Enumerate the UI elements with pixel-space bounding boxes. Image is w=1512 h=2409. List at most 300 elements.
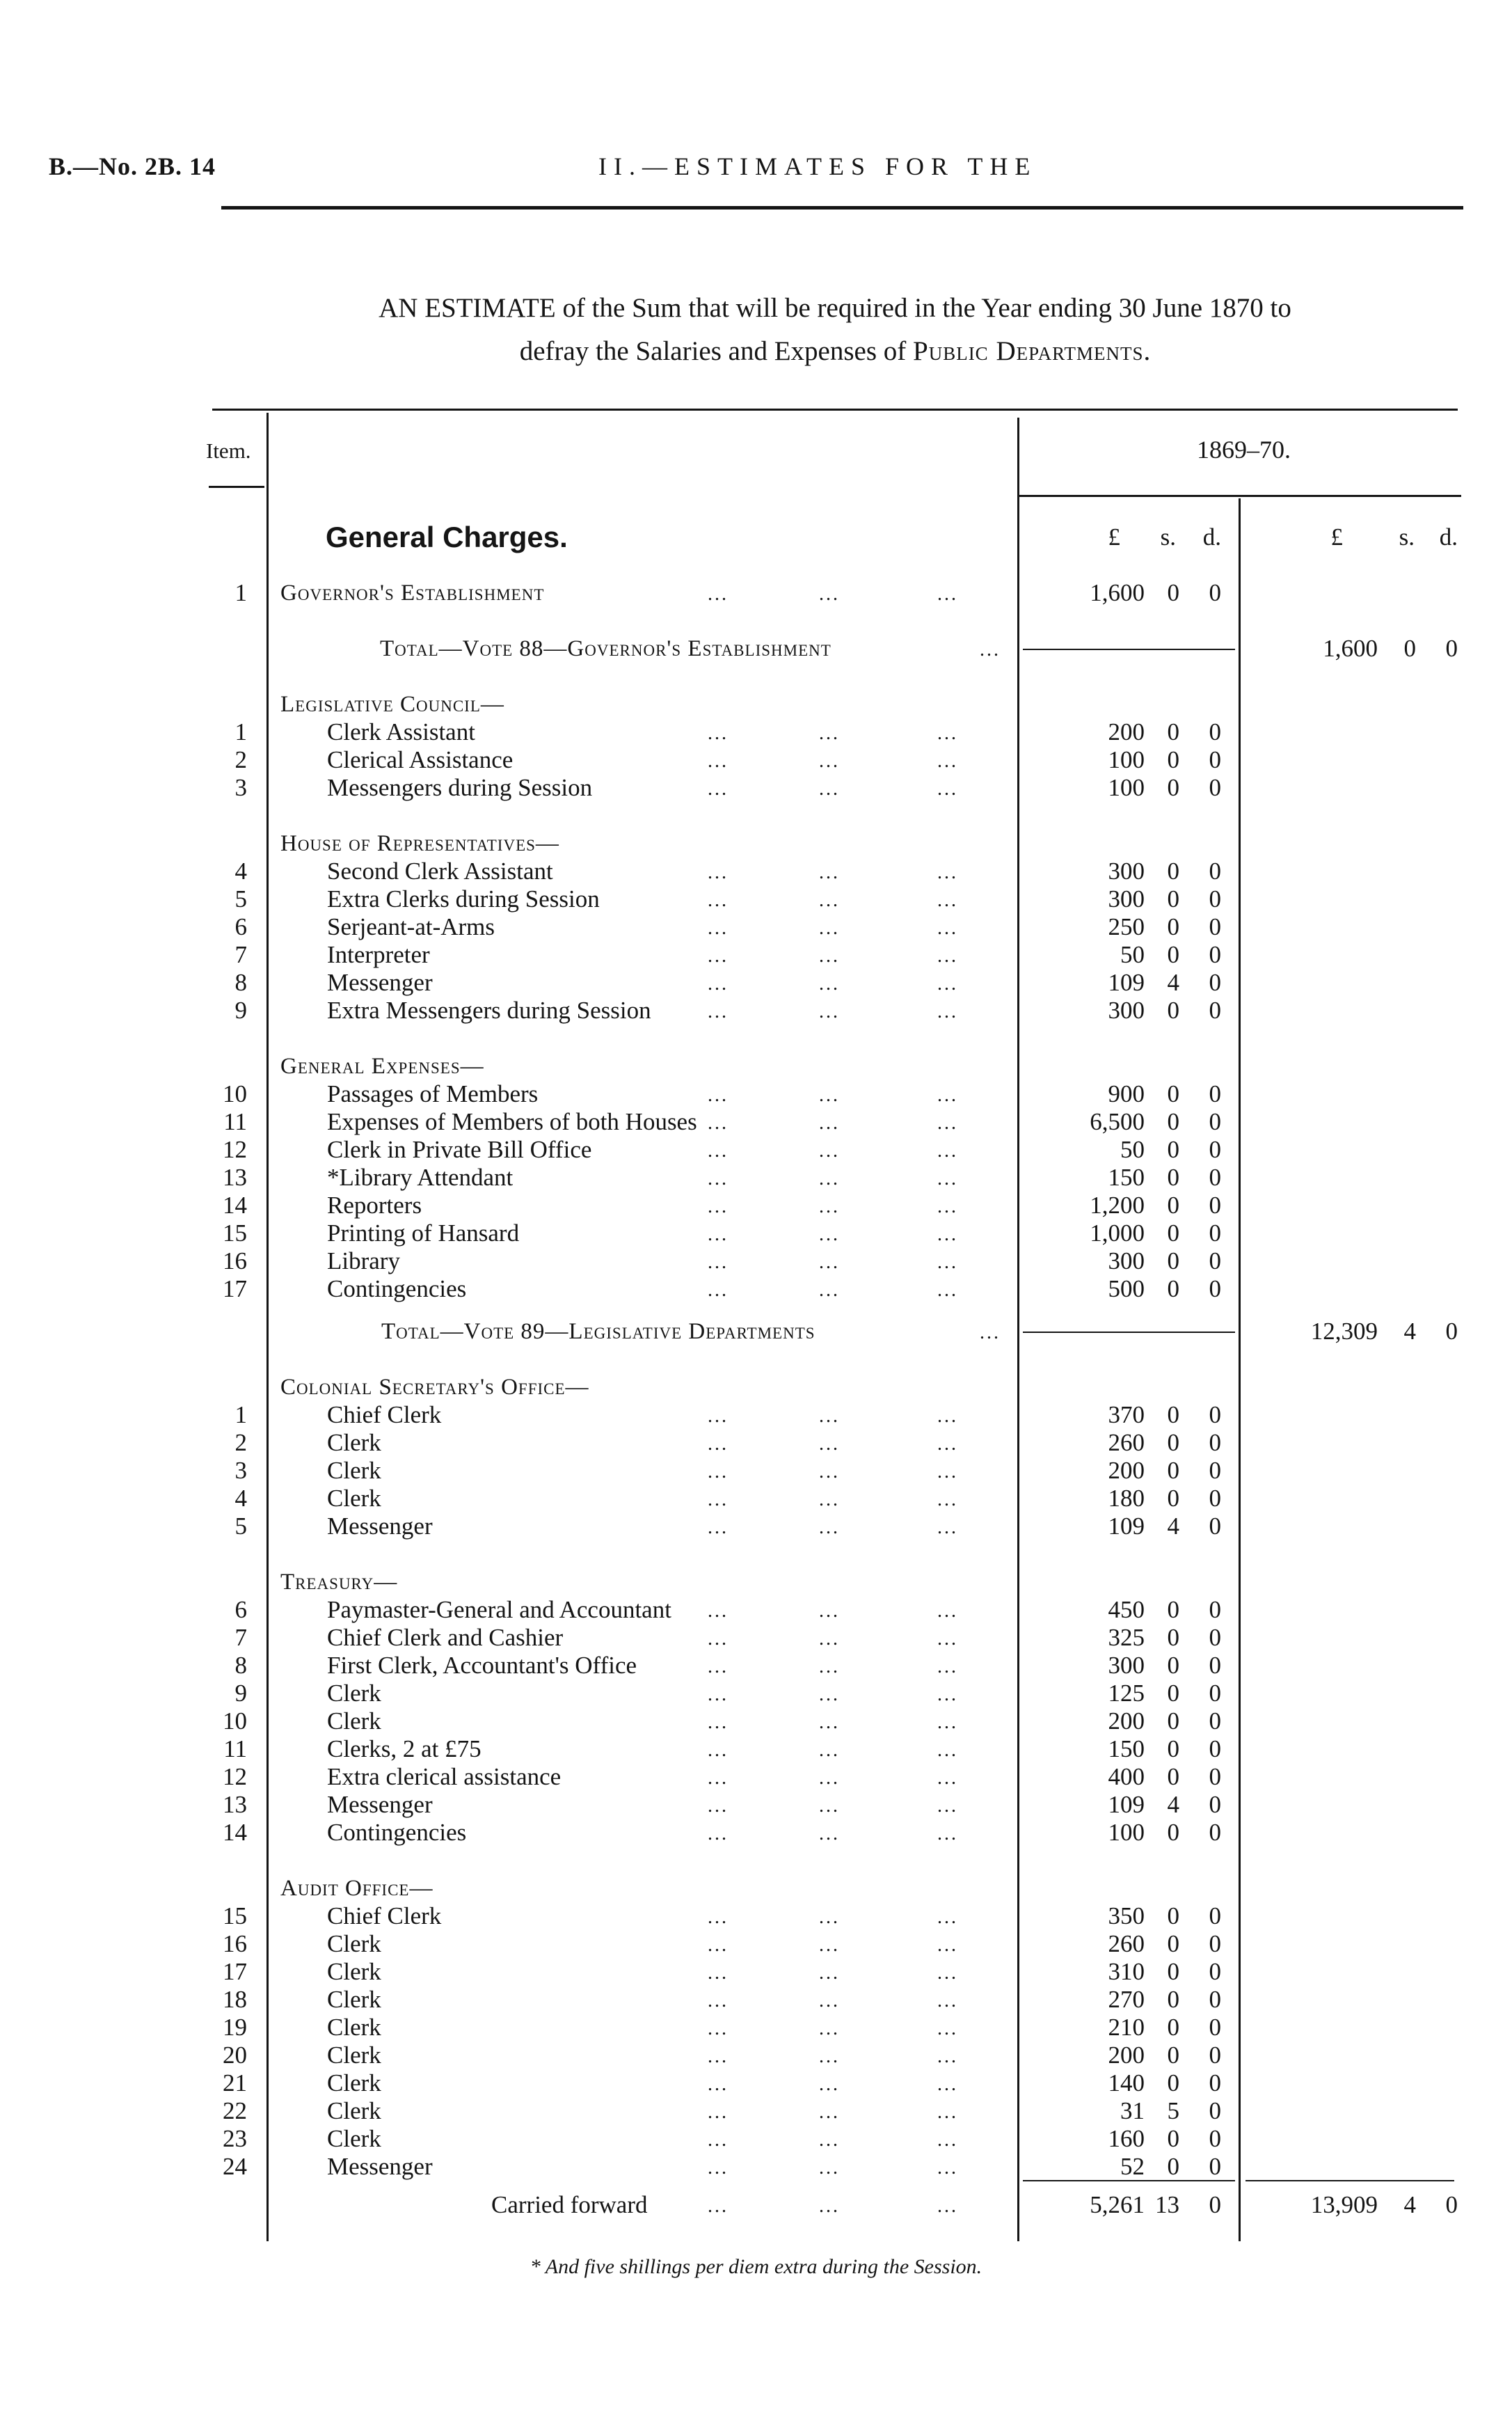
item-number: 14 — [223, 1192, 247, 1219]
section-heading: General Expenses— — [280, 1054, 484, 1079]
item-number: 7 — [234, 941, 247, 968]
amount-shillings: 4 — [1167, 1791, 1179, 1818]
item-number: 11 — [223, 1735, 247, 1762]
legislative-total-label: Total—Vote 89—Legislative Departments — [381, 1319, 815, 1344]
amount-shillings: 0 — [1167, 1164, 1179, 1191]
total-shillings: 4 — [1403, 1318, 1416, 1345]
leader-dots: ... ... ... — [708, 2129, 958, 2151]
amount-pounds: 210 — [1108, 2014, 1145, 2041]
amount-pounds: 52 — [1120, 2153, 1145, 2180]
item-number: 15 — [223, 1902, 247, 1929]
item-number: 21 — [223, 2069, 247, 2096]
item-number: 19 — [223, 2014, 247, 2041]
line-item-label: Clerk — [327, 2097, 381, 2124]
amount-pence: 0 — [1209, 2041, 1221, 2069]
line-item-label: Clerk — [327, 2125, 381, 2152]
item-number: 6 — [234, 913, 247, 940]
carried-forward-total-shillings: 4 — [1403, 2191, 1416, 2218]
amount-pounds: 200 — [1108, 1457, 1145, 1484]
amount-pounds: 325 — [1108, 1624, 1145, 1651]
amount-pence: 0 — [1209, 2014, 1221, 2041]
amount-pence: 0 — [1209, 1457, 1221, 1484]
item-number: 6 — [234, 1596, 247, 1623]
amount-pounds: 500 — [1108, 1275, 1145, 1302]
amount-pence: 0 — [1209, 1136, 1221, 1163]
leader-dots: ... ... ... — [708, 2046, 958, 2067]
item-number: 2 — [234, 1429, 247, 1456]
leader-dots: ... ... ... — [708, 778, 958, 800]
amount-pence: 0 — [1209, 858, 1221, 885]
carried-forward-shillings: 13 — [1155, 2191, 1179, 2218]
amount-pence: 0 — [1209, 1763, 1221, 1790]
line-item-label: Paymaster-General and Accountant — [327, 1596, 671, 1623]
amount-pence: 0 — [1209, 1401, 1221, 1428]
section-heading: House of Representatives— — [280, 831, 559, 856]
amount-pounds: 260 — [1108, 1429, 1145, 1456]
line-item-label: Clerk — [327, 1986, 381, 2013]
amount-pence: 0 — [1209, 1219, 1221, 1247]
amount-pounds: 200 — [1108, 2041, 1145, 2069]
leader-dots: ... ... ... — [708, 1795, 958, 1817]
amount-pence: 0 — [1209, 2097, 1221, 2124]
line-item-label: Chief Clerk and Cashier — [327, 1624, 564, 1651]
amount-shillings: 0 — [1167, 1624, 1179, 1651]
line-item-label: Reporters — [327, 1192, 422, 1219]
leader-dots: ... ... ... — [708, 1934, 958, 1956]
item-number: 8 — [234, 1652, 247, 1679]
item-number: 5 — [234, 885, 247, 913]
amount-pounds: 150 — [1108, 1164, 1145, 1191]
amount-shillings: 5 — [1167, 2097, 1179, 2124]
item-number: 5 — [234, 1512, 247, 1540]
line-item-label: Clerk — [327, 1485, 381, 1512]
section-heading: Audit Office— — [280, 1876, 433, 1901]
item-number: 23 — [223, 2125, 247, 2152]
line-item-label: Clerk — [327, 2041, 381, 2069]
line-item-label: Clerk — [327, 1707, 381, 1735]
amount-shillings: 0 — [1167, 858, 1179, 885]
amount-col-rule — [1017, 418, 1019, 2241]
leader-dots: ... — [980, 1322, 1001, 1343]
line-item-label: Messenger — [327, 969, 433, 996]
amount-pounds: 150 — [1108, 1735, 1145, 1762]
amount-pence: 0 — [1209, 2125, 1221, 2152]
section-heading: Legislative Council— — [280, 692, 504, 717]
amount-shillings: 0 — [1167, 885, 1179, 913]
amount-pounds: 1,000 — [1090, 1219, 1145, 1247]
leader-dots: ... ... ... — [708, 1517, 958, 1538]
leader-dots: ... ... ... — [708, 2157, 958, 2179]
amount-pounds: 900 — [1108, 1080, 1145, 1107]
amount-shillings: 0 — [1167, 1192, 1179, 1219]
line-item-label: Extra clerical assistance — [327, 1763, 562, 1790]
total-shillings: 0 — [1403, 635, 1416, 662]
amount-pounds: 109 — [1108, 1512, 1145, 1540]
amount-pounds: 109 — [1108, 969, 1145, 996]
carried-forward-pounds: 5,261 — [1090, 2191, 1145, 2218]
item-number: 17 — [223, 1958, 247, 1985]
leader-dots: ... ... ... — [708, 917, 958, 939]
leader-dots: ... ... ... — [708, 945, 958, 967]
total-pounds: 1,600 — [1323, 635, 1378, 662]
line-item-label: Library — [327, 1247, 400, 1274]
line-item-label: Clerk — [327, 2069, 381, 2096]
amount-pounds: 300 — [1108, 1652, 1145, 1679]
section-heading: Colonial Secretary's Office— — [280, 1375, 589, 1400]
amount-pounds: 160 — [1108, 2125, 1145, 2152]
leader-dots: ... ... ... — [708, 1600, 958, 1622]
line-item-label: Clerk in Private Bill Office — [327, 1136, 592, 1163]
leader-dots: ... ... ... — [708, 750, 958, 772]
amount-pounds: 31 — [1120, 2097, 1145, 2124]
amount-pounds: 109 — [1108, 1791, 1145, 1818]
item-number: 4 — [234, 858, 247, 885]
amount-shillings: 0 — [1167, 1275, 1179, 1302]
year-head-rule — [1019, 495, 1461, 497]
line-item-label: Contingencies — [327, 1275, 467, 1302]
amount-shillings: 0 — [1167, 1930, 1179, 1957]
pence-unit: d. — [1202, 523, 1221, 551]
page-reference: B.—No. 2B. 14 — [49, 152, 216, 180]
amount-shillings: 0 — [1167, 1247, 1179, 1274]
subtotal-rule — [1023, 1332, 1235, 1333]
line-item-label: Messenger — [327, 1791, 433, 1818]
amount-shillings: 0 — [1167, 1219, 1179, 1247]
item-number: 8 — [234, 969, 247, 996]
leader-dots: ... ... ... — [708, 1489, 958, 1510]
total-pounds: 12,309 — [1310, 1318, 1378, 1345]
leader-dots: ... ... ... — [708, 2195, 958, 2217]
amount-pence: 0 — [1209, 1930, 1221, 1957]
line-item-label: Chief Clerk — [327, 1401, 442, 1428]
amount-pounds: 310 — [1108, 1958, 1145, 1985]
amount-pence: 0 — [1209, 1275, 1221, 1302]
carried-forward-total-pence: 0 — [1445, 2191, 1458, 2218]
amount-pence: 0 — [1209, 1680, 1221, 1707]
leader-dots: ... ... ... — [708, 1001, 958, 1022]
line-item-label: Printing of Hansard — [327, 1219, 520, 1247]
leader-dots: ... ... ... — [708, 1684, 958, 1705]
amount-pence: 0 — [1209, 1485, 1221, 1512]
amount-pence: 0 — [1209, 2069, 1221, 2096]
item-number: 24 — [223, 2153, 247, 2180]
item-number: 3 — [234, 774, 247, 801]
amount-pounds: 200 — [1108, 718, 1145, 745]
amount-shillings: 0 — [1167, 2153, 1179, 2180]
item-number: 4 — [234, 1485, 247, 1512]
item-number: 15 — [223, 1219, 247, 1247]
line-item-label: Messenger — [327, 1512, 433, 1540]
leader-dots: ... ... ... — [708, 2074, 958, 2095]
amount-pounds: 450 — [1108, 1596, 1145, 1623]
line-item-label: Clerks, 2 at £75 — [327, 1735, 482, 1762]
line-item-label: Chief Clerk — [327, 1902, 442, 1929]
amount-shillings: 0 — [1167, 2041, 1179, 2069]
amount-shillings: 0 — [1167, 2069, 1179, 2096]
leader-dots: ... ... ... — [708, 1140, 958, 1162]
amount-shillings: 0 — [1167, 1763, 1179, 1790]
line-item-label: Expenses of Members of both Houses — [327, 1108, 697, 1135]
total-col-rule — [1239, 498, 1241, 2241]
amount-shillings: 0 — [1167, 1457, 1179, 1484]
leader-dots: ... ... ... — [708, 890, 958, 911]
amount-pounds: 100 — [1108, 746, 1145, 773]
leader-dots: ... — [980, 639, 1001, 661]
item-number: 17 — [223, 1275, 247, 1302]
line-item-label: Clerk — [327, 1429, 381, 1456]
amount-pence: 0 — [1209, 718, 1221, 745]
amount-pence: 0 — [1209, 1791, 1221, 1818]
line-item-label: Clerk — [327, 1457, 381, 1484]
leader-dots: ... ... ... — [708, 2018, 958, 2039]
item-number: 22 — [223, 2097, 247, 2124]
leader-dots: ... ... ... — [708, 1405, 958, 1427]
leader-dots: ... ... ... — [708, 583, 958, 605]
line-item-label: Extra Clerks during Session — [327, 885, 600, 913]
leader-dots: ... ... ... — [708, 1224, 958, 1245]
item-number: 11 — [223, 1108, 247, 1135]
amount-pounds: 125 — [1108, 1680, 1145, 1707]
amount-shillings: 0 — [1167, 1707, 1179, 1735]
shillings-unit-total: s. — [1399, 523, 1415, 551]
amount-shillings: 0 — [1167, 774, 1179, 801]
item-number: 10 — [223, 1707, 247, 1735]
header-rule — [221, 206, 1463, 210]
item-number: 20 — [223, 2041, 247, 2069]
leader-dots: ... ... ... — [708, 1461, 958, 1483]
item-number: 3 — [234, 1457, 247, 1484]
leader-dots: ... ... ... — [708, 1279, 958, 1301]
estimate-heading — [209, 287, 1461, 373]
item-number: 16 — [223, 1247, 247, 1274]
leader-dots: ... ... ... — [708, 1739, 958, 1761]
estimate-line-2 — [209, 330, 1461, 373]
amount-pounds: 260 — [1108, 1930, 1145, 1957]
line-item-label: Contingencies — [327, 1819, 467, 1846]
amount-shillings: 0 — [1167, 1986, 1179, 2013]
amount-shillings: 0 — [1167, 1652, 1179, 1679]
line-item-label: Clerk — [327, 1680, 381, 1707]
amount-pence: 0 — [1209, 1164, 1221, 1191]
amount-pence: 0 — [1209, 1080, 1221, 1107]
leader-dots: ... ... ... — [708, 1767, 958, 1789]
item-number: 1 — [234, 718, 247, 745]
amount-pounds: 350 — [1108, 1902, 1145, 1929]
amount-pence: 0 — [1209, 885, 1221, 913]
line-item-label: Extra Messengers during Session — [327, 997, 651, 1024]
estimate-line-2-suffix: . — [1143, 336, 1151, 366]
line-item-label: Messengers during Session — [327, 774, 593, 801]
item-head-rule — [209, 486, 264, 488]
amount-shillings: 0 — [1167, 579, 1179, 606]
amount-shillings: 0 — [1167, 1958, 1179, 1985]
line-item-label: Clerk — [327, 1930, 381, 1957]
line-item-label: Serjeant-at-Arms — [327, 913, 495, 940]
amount-pence: 0 — [1209, 2153, 1221, 2180]
governor-total-label: Total—Vote 88—Governor's Establishment — [380, 636, 831, 661]
amount-pence: 0 — [1209, 1958, 1221, 1985]
subtotal-rule — [1023, 649, 1235, 650]
amount-shillings: 0 — [1167, 2125, 1179, 2152]
amount-shillings: 0 — [1167, 913, 1179, 940]
estimate-line-2-prefix: defray the Salaries and Expenses of — [519, 336, 913, 366]
amount-pounds: 270 — [1108, 1986, 1145, 2013]
carried-forward-total-rule — [1246, 2180, 1454, 2181]
amount-shillings: 0 — [1167, 1680, 1179, 1707]
governor-establishment-label: Governor's Establishment — [280, 580, 545, 606]
pounds-unit: £ — [1108, 523, 1120, 551]
page-running-title: II.—ESTIMATES FOR THE — [598, 152, 1037, 180]
leader-dots: ... ... ... — [708, 1823, 958, 1845]
amount-shillings: 0 — [1167, 1429, 1179, 1456]
amount-pounds: 300 — [1108, 997, 1145, 1024]
item-number: 16 — [223, 1930, 247, 1957]
item-col-rule — [266, 413, 269, 2241]
footnote: * And five shillings per diem extra during the Session. — [530, 2255, 982, 2278]
shillings-unit: s. — [1160, 523, 1176, 551]
item-number: 18 — [223, 1986, 247, 2013]
carried-forward-pence: 0 — [1209, 2191, 1221, 2218]
amount-pounds: 6,500 — [1090, 1108, 1145, 1135]
amount-pounds: 50 — [1120, 941, 1145, 968]
amount-pounds: 140 — [1108, 2069, 1145, 2096]
leader-dots: ... ... ... — [708, 1084, 958, 1106]
amount-shillings: 0 — [1167, 1485, 1179, 1512]
table-top-rule — [212, 409, 1458, 411]
line-item-label: Clerk — [327, 2014, 381, 2041]
amount-shillings: 0 — [1167, 1819, 1179, 1846]
amount-pence: 0 — [1209, 746, 1221, 773]
leader-dots: ... ... ... — [708, 1628, 958, 1650]
leader-dots: ... ... ... — [708, 1196, 958, 1217]
amount-pounds: 100 — [1108, 1819, 1145, 1846]
amount-pence: 0 — [1209, 1986, 1221, 2013]
amount-pounds: 50 — [1120, 1136, 1145, 1163]
item-number: 13 — [223, 1164, 247, 1191]
item-number: 12 — [223, 1136, 247, 1163]
amount-pounds: 100 — [1108, 774, 1145, 801]
amount-pounds: 300 — [1108, 1247, 1145, 1274]
amount-shillings: 0 — [1167, 1735, 1179, 1762]
amount-pence: 0 — [1209, 1819, 1221, 1846]
year-column-header: 1869–70. — [1197, 436, 1291, 464]
pence-unit-total: d. — [1439, 523, 1458, 551]
amount-pounds: 1,200 — [1090, 1192, 1145, 1219]
line-item-label: Clerk Assistant — [327, 718, 475, 745]
line-item-label: Interpreter — [327, 941, 430, 968]
amount-shillings: 0 — [1167, 1136, 1179, 1163]
amount-shillings: 4 — [1167, 1512, 1179, 1540]
total-pence: 0 — [1445, 635, 1458, 662]
line-item-label: Passages of Members — [327, 1080, 539, 1107]
amount-pounds: 400 — [1108, 1763, 1145, 1790]
line-item-label: Second Clerk Assistant — [327, 858, 553, 885]
amount-pence: 0 — [1209, 774, 1221, 801]
carried-forward-total-pounds: 13,909 — [1310, 2191, 1378, 2218]
item-number: 13 — [223, 1791, 247, 1818]
leader-dots: ... ... ... — [708, 1251, 958, 1273]
leader-dots: ... ... ... — [708, 1168, 958, 1190]
amount-pence: 0 — [1209, 1192, 1221, 1219]
item-number: 12 — [223, 1763, 247, 1790]
amount-pence: 0 — [1209, 913, 1221, 940]
amount-pence: 0 — [1209, 941, 1221, 968]
leader-dots: ... ... ... — [708, 1990, 958, 2012]
line-item-label: Clerk — [327, 1958, 381, 1985]
amount-pence: 0 — [1209, 997, 1221, 1024]
item-column-header: Item. — [206, 439, 251, 463]
leader-dots: ... ... ... — [708, 1112, 958, 1134]
amount-pounds: 1,600 — [1090, 579, 1145, 606]
item-number: 9 — [234, 997, 247, 1024]
amount-shillings: 0 — [1167, 1902, 1179, 1929]
leader-dots: ... ... ... — [708, 1656, 958, 1677]
amount-pence: 0 — [1209, 1247, 1221, 1274]
pounds-unit-total: £ — [1330, 523, 1343, 551]
estimate-line-1: AN ESTIMATE of the Sum that will be required in the Year ending 30 June 1870 to — [379, 293, 1291, 323]
amount-shillings: 0 — [1167, 1108, 1179, 1135]
amount-pounds: 200 — [1108, 1707, 1145, 1735]
amount-pounds: 300 — [1108, 858, 1145, 885]
item-number: 2 — [234, 746, 247, 773]
amount-shillings: 0 — [1167, 746, 1179, 773]
leader-dots: ... ... ... — [708, 2101, 958, 2123]
leader-dots: ... ... ... — [708, 973, 958, 995]
leader-dots: ... ... ... — [708, 1433, 958, 1455]
amount-shillings: 0 — [1167, 997, 1179, 1024]
leader-dots: ... ... ... — [708, 1962, 958, 1984]
amount-pence: 0 — [1209, 1596, 1221, 1623]
amount-pence: 0 — [1209, 1652, 1221, 1679]
amount-pence: 0 — [1209, 969, 1221, 996]
item-number: 1 — [234, 579, 247, 606]
amount-shillings: 0 — [1167, 1596, 1179, 1623]
carried-forward-rule — [1023, 2180, 1235, 2181]
amount-pence: 0 — [1209, 1735, 1221, 1762]
total-pence: 0 — [1445, 1318, 1458, 1345]
leader-dots: ... ... ... — [708, 1712, 958, 1733]
amount-pence: 0 — [1209, 1902, 1221, 1929]
public-departments-label: Public Departments — [913, 336, 1144, 366]
item-number: 10 — [223, 1080, 247, 1107]
amount-pence: 0 — [1209, 1707, 1221, 1735]
item-number: 1 — [234, 1401, 247, 1428]
amount-pence: 0 — [1209, 1624, 1221, 1651]
line-item-label: Messenger — [327, 2153, 433, 2180]
amount-shillings: 0 — [1167, 1401, 1179, 1428]
amount-shillings: 0 — [1167, 718, 1179, 745]
item-number: 9 — [234, 1680, 247, 1707]
amount-shillings: 0 — [1167, 2014, 1179, 2041]
item-number: 7 — [234, 1624, 247, 1651]
leader-dots: ... ... ... — [708, 722, 958, 744]
amount-pence: 0 — [1209, 1429, 1221, 1456]
line-item-label: *Library Attendant — [327, 1164, 514, 1191]
line-item-label: First Clerk, Accountant's Office — [327, 1652, 637, 1679]
carried-forward-label: Carried forward — [491, 2191, 648, 2218]
amount-shillings: 0 — [1167, 1080, 1179, 1107]
amount-pounds: 180 — [1108, 1485, 1145, 1512]
line-item-label: Clerical Assistance — [327, 746, 514, 773]
item-number: 14 — [223, 1819, 247, 1846]
amount-pounds: 370 — [1108, 1401, 1145, 1428]
leader-dots: ... ... ... — [708, 862, 958, 883]
amount-shillings: 0 — [1167, 941, 1179, 968]
amount-pence: 0 — [1209, 579, 1221, 606]
amount-pence: 0 — [1209, 1108, 1221, 1135]
amount-pounds: 300 — [1108, 885, 1145, 913]
amount-pence: 0 — [1209, 1512, 1221, 1540]
